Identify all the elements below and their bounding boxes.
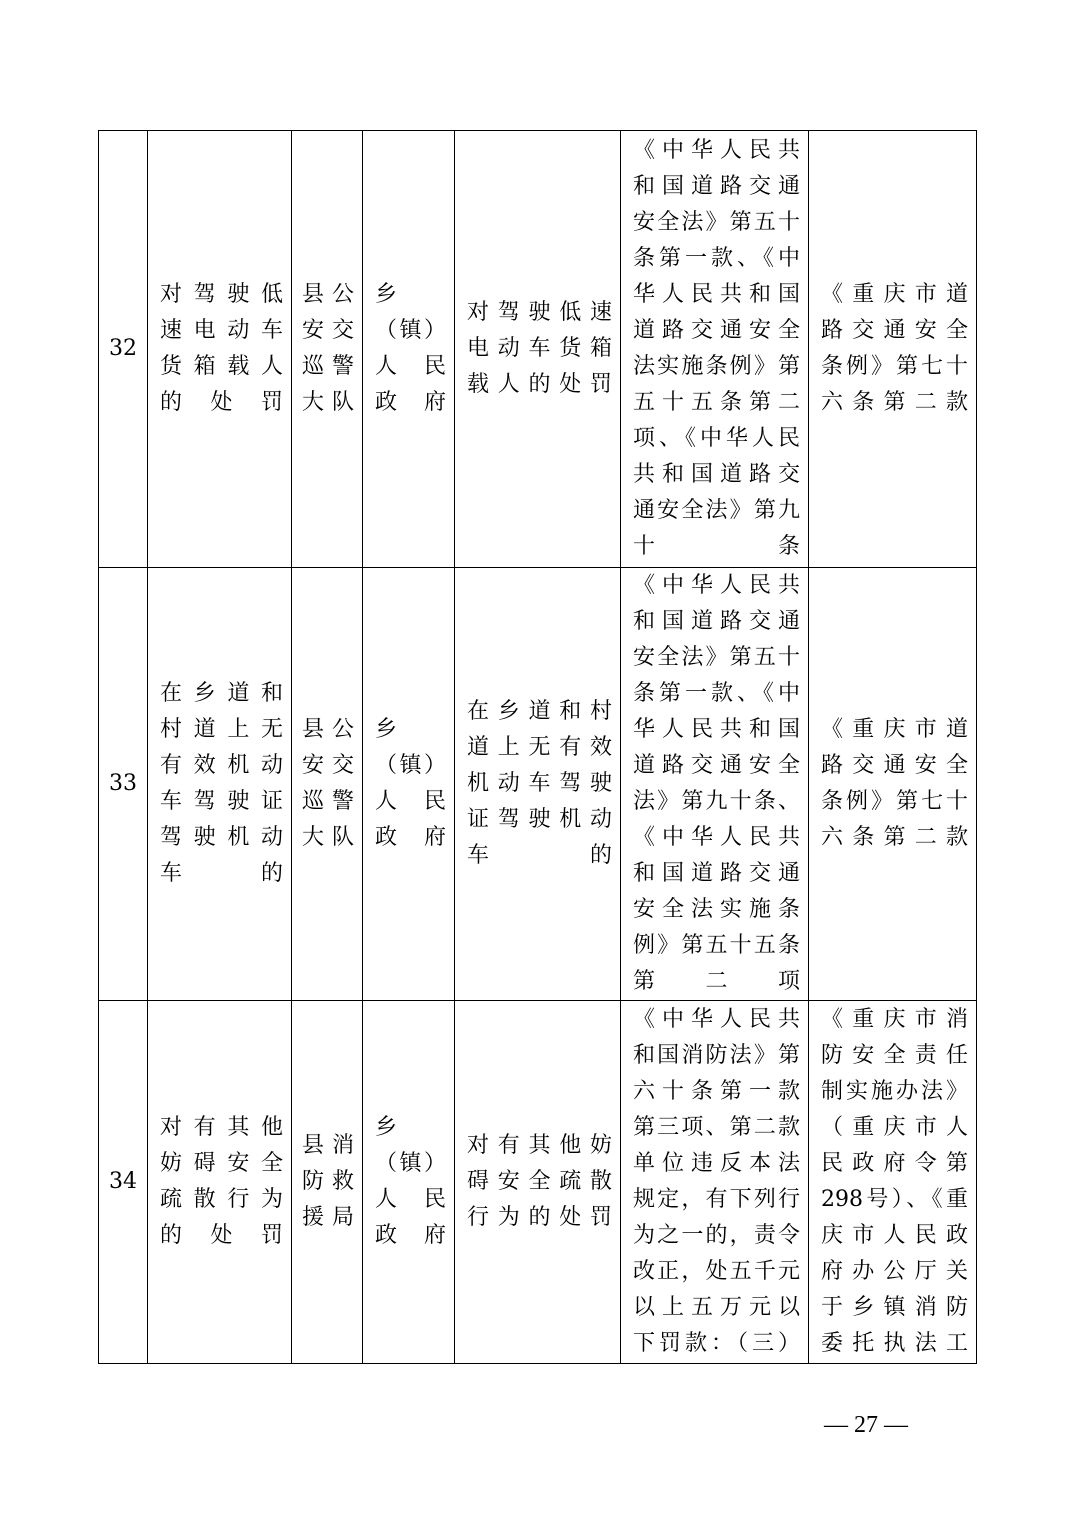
table-row [99,1001,977,1364]
department-cell: 县消 防救 援局 [292,1001,363,1364]
executor-cell: 乡 （镇） 人 民 政府 [363,1001,455,1364]
table-row [99,131,977,568]
executor-cell: 乡 （镇） 人 民 政府 [363,131,455,568]
content-cell: 对有其他妨 碍安全疏散 行为的处罚 [455,1001,621,1364]
law-basis-cell: 《中华人民共 和国道路交通 安全法》第五十 条第一款、《中 华人民共和国 道路交通安全 法实施条例》第 五十五条第二 项、《中华人民 共和国道路交 通安全法》第九 十条 [621,131,809,568]
row-number: 34 [99,1001,148,1364]
document-table [98,130,977,1364]
matter-cell: 对驾驶低 速电动车 货箱载人 的处罚 [148,131,292,568]
page-number: — 27 — [824,1412,908,1438]
local-basis-cell: 《重庆市道 路交通安全 条例》第七十 六条第二款 [809,131,977,568]
matter-cell: 在乡道和 村道上无 有效机动 车驾驶证 驾驶机动 车的 [148,568,292,1001]
local-basis-cell: 《重庆市消 防安全责任 制实施办法》 （重庆市人 民政府令第 298号）、《重 庆市人民政 府办公厅关 于乡镇消防 委托执法工 [809,1001,977,1364]
department-cell: 县公 安交 巡警 大队 [292,568,363,1001]
local-basis-cell: 《重庆市道 路交通安全 条例》第七十 六条第二款 [809,568,977,1001]
matter-cell: 对有其他 妨碍安全 疏散行为 的处罚 [148,1001,292,1364]
table-row [99,568,977,1001]
row-number: 32 [99,131,148,568]
content-cell: 对驾驶低速 电动车货箱 载人的处罚 [455,131,621,568]
content-cell: 在乡道和村 道上无有效 机动车驾驶 证驾驶机动 车的 [455,568,621,1001]
row-number: 33 [99,568,148,1001]
department-cell: 县公 安交 巡警 大队 [292,131,363,568]
executor-cell: 乡 （镇） 人 民 政府 [363,568,455,1001]
law-basis-cell: 《中华人民共 和国消防法》第 六十条第一款 第三项、第二款 单位违反本法 规定，有下列行 为之一的，责令 改正，处五千元 以上五万元以 下罚款：（三） [621,1001,809,1364]
law-basis-cell: 《中华人民共 和国道路交通 安全法》第五十 条第一款、《中 华人民共和国 道路交通安全 法》第九十条、 《中华人民共 和国道路交通 安全法实施条 例》第五十五条 第二项 [621,568,809,1001]
